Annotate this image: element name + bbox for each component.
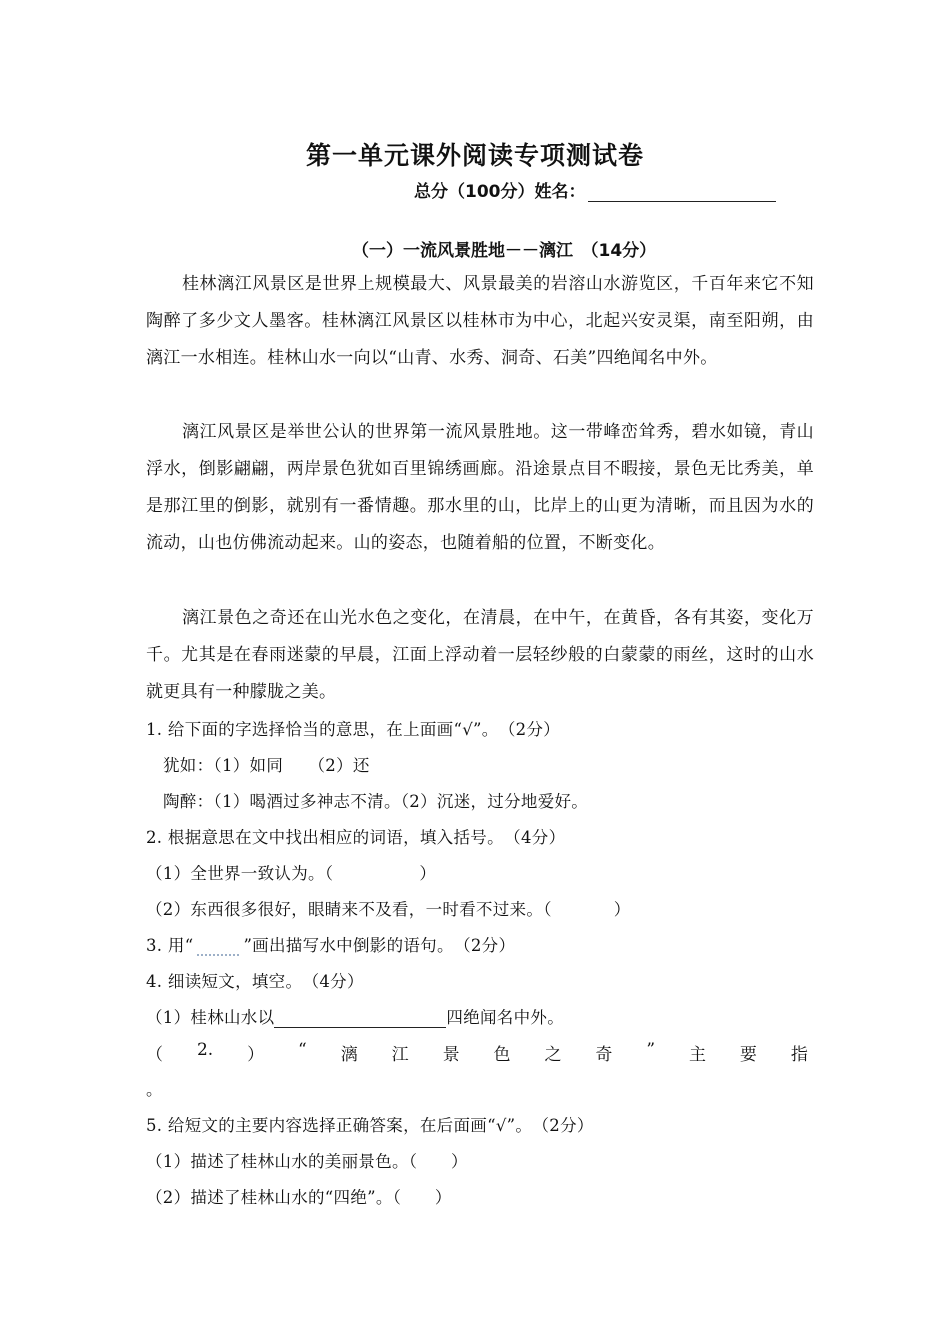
question-3-suffix: ”画出描写水中倒影的语句。 （2分） [243,936,516,955]
score-name-line [414,177,776,202]
q4-char: 奇 [595,1045,613,1065]
question-1-option-youru: 犹如：（1）如同 （2）还 [163,756,370,775]
name-blank[interactable] [588,183,776,202]
question-5-option-2[interactable]: （2）描述了桂林山水的“四绝”。（ ） [146,1188,452,1207]
q4-char: ” [646,1040,656,1060]
q4-char: ） [247,1045,265,1065]
question-4-item-1-prefix: （1）桂林山水以 [146,1008,275,1027]
page-title: 第一单元课外阅读专项测试卷 [305,141,644,170]
close-paren: ） [613,900,631,919]
passage-paragraph-2: 漓江风景区是举世公认的世界第一流风景胜地。这一带峰峦耸秀，碧水如镜，青山浮水，倒影翩翩，两岸景色犹如百里锦绣画廊。沿途景点目不暇接，景色无比秀美，单是那江里的倒影，就别有一番情趣。那水里的山，比岸上的山更为清晰，而且因为水的流动，山也仿佛流动起来。山的姿态，也随着船的位置，不断变化。 [146,422,814,553]
q4-char: 指 [790,1045,808,1065]
q4-char: 2. [196,1040,214,1060]
question-4-item-1-suffix: 四绝闻名中外。 [446,1008,565,1027]
question-2-item-1-text: （1）全世界一致认为。（ [146,864,334,883]
question-5-option-1[interactable]: （1）描述了桂林山水的美丽景色。（ ） [146,1152,468,1171]
question-4-item-2 [146,1040,808,1065]
section-heading: （一）一流风景胜地－－漓江 （14分） [352,241,657,261]
q4-char: “ [298,1040,307,1060]
question-3-prefix: 3. 用“ [146,936,194,955]
q4-char: 江 [391,1045,409,1065]
question-4-item-2-end: 。 [146,1080,163,1099]
question-5: 5. 给短文的主要内容选择正确答案，在后面画“√”。 （2分） [146,1116,594,1135]
close-paren: ） [419,864,437,883]
q4-char: 要 [739,1045,757,1065]
answer-blank[interactable] [274,1009,446,1028]
question-1-option-taozui: 陶醉：（1）喝酒过多神志不清。（2）沉迷，过分地爱好。 [163,792,589,811]
question-2-item-2-text: （2）东西很多很好，眼睛来不及看，一时看不过来。（ [146,900,552,919]
question-4: 4. 细读短文，填空。 （4分） [146,972,364,991]
q4-char: 色 [493,1045,511,1065]
passage-paragraph-3: 漓江景色之奇还在山光水色之变化，在清晨，在中午，在黄昏，各有其姿，变化万千。尤其是在春雨迷蒙的早晨，江面上浮动着一层轻纱般的白蒙蒙的雨丝，这时的山水就更具有一种朦胧之美。 [146,608,814,702]
question-2-item-1 [146,860,436,884]
q4-char: 漓 [340,1045,358,1065]
question-3 [146,932,515,956]
question-2-item-2 [146,896,631,920]
question-2: 2. 根据意思在文中找出相应的词语，填入括号。 （4分） [146,828,566,847]
q4-char: 景 [442,1045,460,1065]
wavy-underline-icon [197,938,239,956]
score-label: 总分（100分）姓名： [414,182,586,202]
q4-char: 之 [544,1045,562,1065]
question-1: 1. 给下面的字选择恰当的意思，在上面画“√”。 （2分） [146,720,561,739]
q4-char: （ [146,1045,163,1065]
passage-paragraph-1: 桂林漓江风景区是世界上规模最大、风景最美的岩溶山水游览区，千百年来它不知陶醉了多少文人墨客。桂林漓江风景区以桂林市为中心，北起兴安灵渠，南至阳朔，由漓江一水相连。桂林山水一向以“山青、水秀、洞奇、石美”四绝闻名中外。 [146,274,814,368]
q4-char: 主 [688,1045,706,1065]
question-4-item-1 [146,1004,564,1028]
